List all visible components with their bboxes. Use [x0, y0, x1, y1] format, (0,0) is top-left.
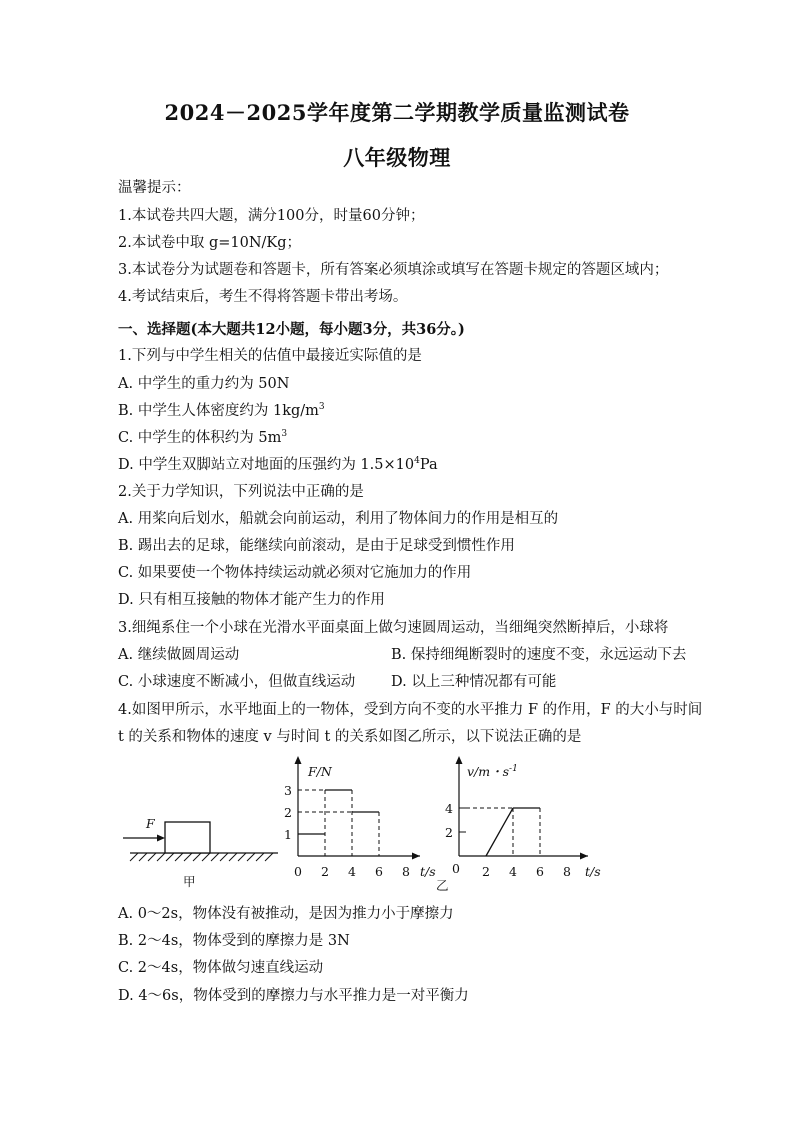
f-x-axis-arrow [412, 853, 420, 860]
q2-option-a: A. 用桨向后划水，船就会向前运动，利用了物体间力的作用是相互的 [118, 511, 559, 527]
q3-stem: 3.细绳系住一个小球在光滑水平面桌面上做匀速圆周运动，当细绳突然断掉后，小球将 [118, 620, 669, 636]
hatch-mark [229, 853, 237, 861]
chart-v-t [436, 756, 601, 892]
q3-option-a: A. 继续做圆周运动 [118, 647, 240, 663]
hatch-mark [193, 853, 201, 861]
v-xtick-label: 2 [482, 864, 490, 879]
q4-option-d: D. 4～6s，物体受到的摩擦力与水平推力是一对平衡力 [118, 988, 469, 1004]
q4-figure [118, 752, 618, 896]
hatch-mark [148, 853, 156, 861]
chart-f-t [284, 756, 436, 879]
f-ytick-label: 3 [284, 783, 292, 798]
hatch-mark [157, 853, 165, 861]
v-plot [459, 808, 540, 856]
q1-option-b [118, 401, 325, 421]
hatch-mark [202, 853, 210, 861]
hatch-mark [247, 853, 255, 861]
q4-stem-line-1: 4.如图甲所示，水平地面上的一物体，受到方向不变的水平推力 F 的作用，F 的大小与时间 [118, 702, 703, 718]
notice-item-2: 2.本试卷中取 g=10N/Kg； [118, 235, 302, 251]
exam-title: 2024－2025学年度第二学期教学质量监测试卷 [164, 100, 630, 125]
q1-option-c-text: C. 中学生的体积约为 5m [118, 430, 282, 446]
v-xtick-label: 6 [536, 864, 544, 879]
f-ytick-label: 1 [284, 827, 292, 842]
v-origin: 0 [452, 861, 460, 876]
hatch-mark [238, 853, 246, 861]
label-jia: 甲 [183, 874, 196, 889]
q1-option-d-unit: Pa [419, 457, 438, 473]
force-arrow-head [157, 835, 165, 842]
figure-jia [123, 816, 278, 889]
q4-option-a: A. 0～2s，物体没有被推动，是因为推力小于摩擦力 [118, 906, 454, 922]
exam-subtitle: 八年级物理 [343, 145, 451, 170]
hatch-mark [256, 853, 264, 861]
hatch-mark [265, 853, 273, 861]
f-axis-label: F/N [308, 764, 332, 779]
f-t-label: t/s [420, 864, 436, 879]
f-xtick-label: 2 [321, 864, 329, 879]
f-xtick-label: 8 [402, 864, 410, 879]
f-origin: 0 [294, 864, 302, 879]
label-yi: 乙 [436, 878, 449, 892]
hatch-mark [130, 853, 138, 861]
v-ytick-label: 4 [445, 801, 453, 816]
v-axis-label: v/m・$s^{-1}$ [467, 764, 518, 779]
notice-item-1: 1.本试卷共四大题，满分100分，时量60分钟； [118, 208, 425, 224]
v-y-axis-arrow [456, 756, 463, 764]
q2-option-b: B. 踢出去的足球，能继续向前滚动，是由于足球受到惯性作用 [118, 538, 515, 554]
v-xtick-label: 8 [563, 864, 571, 879]
v-ticks [445, 801, 571, 879]
v-t-label: t/s [585, 864, 601, 879]
q1-stem: 1.下列与中学生相关的估值中最接近实际值的是 [118, 348, 422, 364]
notice-heading: 温馨提示： [118, 180, 191, 196]
hatch-mark [220, 853, 228, 861]
q3-option-b: B. 保持细绳断裂时的速度不变，永远运动下去 [391, 647, 687, 663]
hatch-mark [139, 853, 147, 861]
f-xtick-label: 4 [348, 864, 356, 879]
f-ytick-label: 2 [284, 805, 292, 820]
q4-figure-svg [118, 752, 618, 892]
q4-option-c: C. 2～4s，物体做匀速直线运动 [118, 960, 324, 976]
q1-option-b-text: B. 中学生人体密度约为 1kg/m [118, 403, 319, 419]
hatch-mark [184, 853, 192, 861]
v-ytick-label: 2 [445, 825, 453, 840]
q4-option-b: B. 2～4s，物体受到的摩擦力是 3N [118, 933, 350, 949]
q3-option-d: D. 以上三种情况都有可能 [391, 674, 557, 690]
v-x-axis-arrow [580, 853, 588, 860]
hatch-mark [175, 853, 183, 861]
v-xtick-label: 4 [509, 864, 517, 879]
block [165, 822, 210, 853]
q2-option-c: C. 如果要使一个物体持续运动就必须对它施加力的作用 [118, 565, 472, 581]
q1-option-c-sup: 3 [281, 429, 288, 440]
f-ticks [284, 783, 410, 879]
q2-stem: 2.关于力学知识，下列说法中正确的是 [118, 484, 364, 500]
f-y-axis-arrow [295, 756, 302, 764]
q1-option-d [118, 455, 438, 475]
q1-option-d-text: D. 中学生双脚站立对地面的压强约为 1.5×10 [118, 457, 415, 473]
q1-option-a: A. 中学生的重力约为 50N [118, 376, 290, 392]
v-series-segment [486, 808, 513, 856]
q1-option-c [118, 428, 287, 448]
hatch-mark [211, 853, 219, 861]
ground-hatch [130, 853, 273, 861]
q1-option-b-sup: 3 [318, 402, 325, 413]
notice-item-4: 4.考试结束后，考生不得将答题卡带出考场。 [118, 289, 408, 305]
hatch-mark [166, 853, 174, 861]
force-label: F [146, 816, 155, 831]
f-xtick-label: 6 [375, 864, 383, 879]
section-heading: 一、选择题(本大题共12小题，每小题3分，共36分。) [118, 321, 465, 338]
q1-option-d-sup: 4 [414, 456, 420, 467]
q4-stem-line-2: t 的关系和物体的速度 v 与时间 t 的关系如图乙所示，以下说法正确的是 [118, 729, 582, 745]
q3-option-c: C. 小球速度不断减小，但做直线运动 [118, 674, 356, 690]
q2-option-d: D. 只有相互接触的物体才能产生力的作用 [118, 592, 385, 608]
notice-item-3: 3.本试卷分为试题卷和答题卡，所有答案必须填涂或填写在答题卡规定的答题区域内； [118, 262, 669, 278]
f-plot [298, 790, 379, 856]
